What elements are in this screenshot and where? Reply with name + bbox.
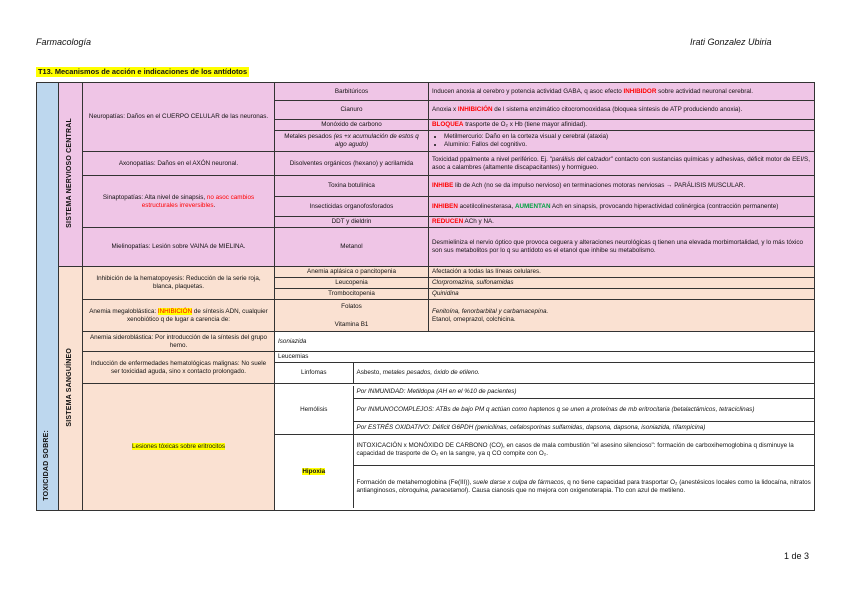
lesiones-eritrocitos-cell [83, 384, 275, 511]
effect-botulinica: INHIBE lib de Ach (no se da impulso nervioso) en terminaciones motoras nerviosas → PARÁLISIS MUSCULAR. [429, 176, 815, 197]
effect-insecticidas: INHIBEN acetilcolinesterasa, AUMENTAN Ach en sinapsis, provocando hiperactividad colinérgica (contracción permanente) [429, 197, 815, 217]
hipoxia: Hipoxia [302, 467, 326, 475]
agent-metales: Metales pesados (es +x acumulación de estos q algo agudo) [275, 131, 429, 152]
agent-aplasica: Anemia aplásica o pancitopenia [275, 267, 429, 278]
effect-ddt: REDUCEN ACh y NA. [429, 217, 815, 228]
hematopoyesis: Inhibición de la hematopoyesis: Reducción de la serie roja, blanca, plaquetas. [83, 267, 275, 300]
hemolisis-inmunidad: Por INMUNIDAD: Metildopa (AH en el %10 de pacientes) [353, 386, 814, 399]
effect-metanol: Desmieliniza el nervio óptico que provoca ceguera y alteraciones neurológicas q tienen una elevada morbimortalidad, y lo más tóxico son sus metabolitos por lo q su antídoto es el etanol que inhibe su metabolismo. [429, 228, 815, 267]
agent-cianuro: Cianuro [275, 101, 429, 120]
effect-metales [429, 131, 815, 152]
anemia-megaloblastica: Anemia megaloblástica: INHIBICIÓN de síntesis ADN, cualquier xenobiótico q de lugar a carencia de: [83, 300, 275, 332]
agent-metanol: Metanol [275, 228, 429, 267]
hipoxia-co: INTOXICACIÓN x MONÓXIDO DE CARBONO (CO), en casos de mala combustión "el asesino silencioso": formación de carboxihemoglobina q disminuye la capacidad de trasporte de O₂ en la sangre, ya q CO compite con O₂. [353, 435, 814, 466]
sangre-label: SISTEMA SANGUÍNEO [66, 347, 74, 427]
agent-leucopenia: Leucopenia [275, 278, 429, 289]
neuropatias: Neuropatías: Daños en el CUERPO CELULAR de las neuronas. [83, 83, 275, 152]
snc-label: SISTEMA NERVIOSO CENTRAL [66, 118, 74, 228]
effect-isoniazida: Isoniazida [275, 332, 815, 352]
effect-vitamina-b1: Etanol, omeprazol, colchicina. [432, 315, 516, 323]
deficiency-effects [429, 300, 815, 332]
enfermedades-malignas: Inducción de enfermedades hematológicas malignas: No suele ser toxicidad aguda, sino x contacto prolongado. [83, 352, 275, 384]
header-subject: Farmacología [36, 37, 92, 47]
hipoxia-cell [275, 435, 353, 509]
hipoxia-metahemoglobina: Formación de metahemoglobina (Fe(III)), suele darse x culpa de fármacos, q no tiene capacidad para trasportar O₂ (anestésicos locales como la lidocaína, nitratos antianginosos, cloroquina, paracetamol). Causa cianosis que no mejora con oxigenoterapia. Tto con azul de metileno. [356, 479, 811, 494]
agent-barbituricos: Barbitúricos [275, 83, 429, 101]
agent-ddt: DDT y dieldrin [275, 217, 429, 228]
toxicidad-label-cell [37, 83, 59, 511]
effect-aluminio: • Aluminio: Fallos del cognitivo. [444, 141, 811, 149]
agent-insecticidas: Insecticidas organofosforados [275, 197, 429, 217]
agent-trombocitopenia: Trombocitopenia [275, 289, 429, 300]
effect-trombocitopenia: Quinidina [429, 289, 815, 300]
snc-label-cell [59, 83, 83, 267]
anemia-sideroblastica: Anemia sideroblástica: Por introducción de la síntesis del grupo hemo. [83, 332, 275, 352]
header-author: Irati Gonzalez Ubiria [690, 37, 772, 47]
mielinopatias: Mielinopatías: Lesión sobre VAINA de MIELINA. [83, 228, 275, 267]
effect-aplasica: Afectación a todas las líneas celulares. [429, 267, 815, 278]
effect-barbituricos: Inducen anoxia al cerebro y potencia actividad GABA, q asoc efecto INHIBIDOR sobre actividad neuronal cerebral. [429, 83, 815, 101]
sinaptopatias: Sinaptopatías: Alta nivel de sinapsis, no asoc cambios estructurales irreversibles. [83, 176, 275, 228]
agent-disolventes: Disolventes orgánicos (hexano) y acrilamida [275, 152, 429, 176]
sangre-label-cell [59, 267, 83, 511]
lesiones-eritrocitos: Lesiones tóxicas sobre eritrocitos [131, 443, 226, 451]
agent-botulinica: Toxina botulínica [275, 176, 429, 197]
document-title: T13. Mecanismos de acción e indicaciones de los antídotos [38, 67, 248, 76]
leucemias: Leucemias [275, 352, 814, 362]
agent-folatos: Folatos [341, 302, 362, 310]
hemolisis-inmunocomplejos: Por INMUNOCOMPLEJOS: ATBs de bajo PM q actúan como haptenos q se unen a proteínas de mb eritrocitaria (betalactámicos, tetraciclinas) [353, 399, 814, 422]
effect-metilmercurio: • Metilmercurio: Daño en la corteza visual y cerebral (ataxia) [444, 133, 811, 141]
hemolisis-estres-oxidativo: Por ESTRÉS OXIDATIVO: Déficit G6PDH (penicilinas, cefalosporinas sulfamidas, dapsona, dapsona, isoniazida, rifampicina) [353, 422, 814, 435]
effect-disolventes: Toxicidad ppalmente a nivel periférico. Ej. "parálisis del calzador" contacto con sustancias químicas y adhesivas, déficit motor de EEI/S, asoc a calambres (altamente discapacitantes) y hormigueo. [429, 152, 815, 176]
antidotes-table [36, 82, 815, 511]
effect-leucopenia: Clorpromazina, sulfonamidas [429, 278, 815, 289]
effect-co: BLOQUEA trasporte de O₂ x Hb (tiene mayor afinidad). [429, 120, 815, 131]
effect-cianuro: Anoxia x INHIBICIÓN de l sistema enzimático citocromooxidasa (bloquea síntesis de ATP produciendo anoxia). [429, 101, 815, 120]
agent-co: Monóxido de carbono [275, 120, 429, 131]
effect-linfomas: Asbesto, metales pesados, óxido de etileno. [356, 368, 480, 376]
hemolisis: Hemólisis [275, 386, 353, 435]
effect-folatos: Fenitoína, fenorbarbital y carbamacepina. [432, 307, 549, 315]
page-number: 1 de 3 [784, 551, 810, 561]
deficiency-agents [275, 300, 429, 332]
agent-vitamina-b1: Vitamina B1 [334, 320, 369, 328]
linfomas: Linfomas [275, 363, 353, 383]
toxicidad-label: TOXICIDAD SOBRE: [43, 430, 51, 502]
axonopatias: Axonopatías: Daños en el AXÓN neuronal. [83, 152, 275, 176]
